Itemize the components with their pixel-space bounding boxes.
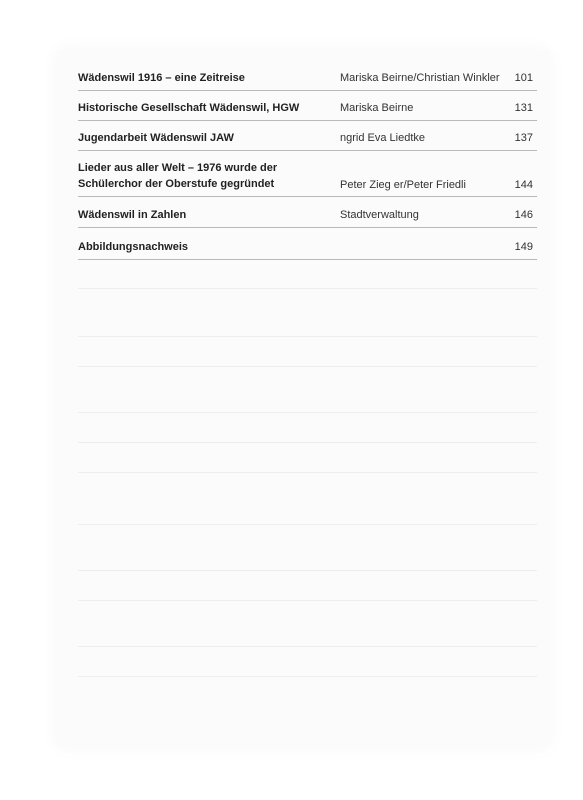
entry-title: Wädenswil in Zahlen [78, 209, 187, 221]
entry-title: Historische Gesellschaft Wädenswil, HGW [78, 102, 300, 114]
toc-entry[interactable] [78, 197, 537, 228]
entry-author: ngrid Eva Liedtke [340, 132, 425, 144]
entry-author: Stadtverwaltung [340, 209, 419, 221]
entry-page-number: 131 [514, 102, 533, 114]
entry-author: Mariska Beirne/Christian Winkler [340, 72, 500, 84]
entry-page-number: 137 [514, 132, 533, 144]
entry-title: Jugendarbeit Wädenswil JAW [78, 132, 234, 144]
toc-entry[interactable] [78, 91, 537, 121]
entry-author: Mariska Beirne [340, 102, 414, 114]
toc-entry[interactable] [78, 121, 537, 151]
bleed-through-text [78, 262, 537, 717]
entry-page-number: 146 [514, 209, 533, 221]
entry-author: Peter Zieg er/Peter Friedli [340, 179, 466, 191]
entry-title: Wädenswil 1916 – eine Zeitreise [78, 72, 245, 84]
entry-title: Abbildungsnachweis [78, 241, 189, 253]
entry-title: Lieder aus aller Welt – 1976 wurde der Schülerchor der Oberstufe gegründet [78, 162, 278, 190]
table-of-contents [78, 64, 537, 260]
entry-page-number: 101 [514, 72, 533, 84]
toc-entry[interactable] [78, 228, 537, 260]
entry-page-number: 144 [514, 179, 533, 191]
toc-entry[interactable] [78, 151, 537, 197]
toc-entry[interactable] [78, 64, 537, 91]
entry-page-number: 149 [514, 241, 533, 253]
